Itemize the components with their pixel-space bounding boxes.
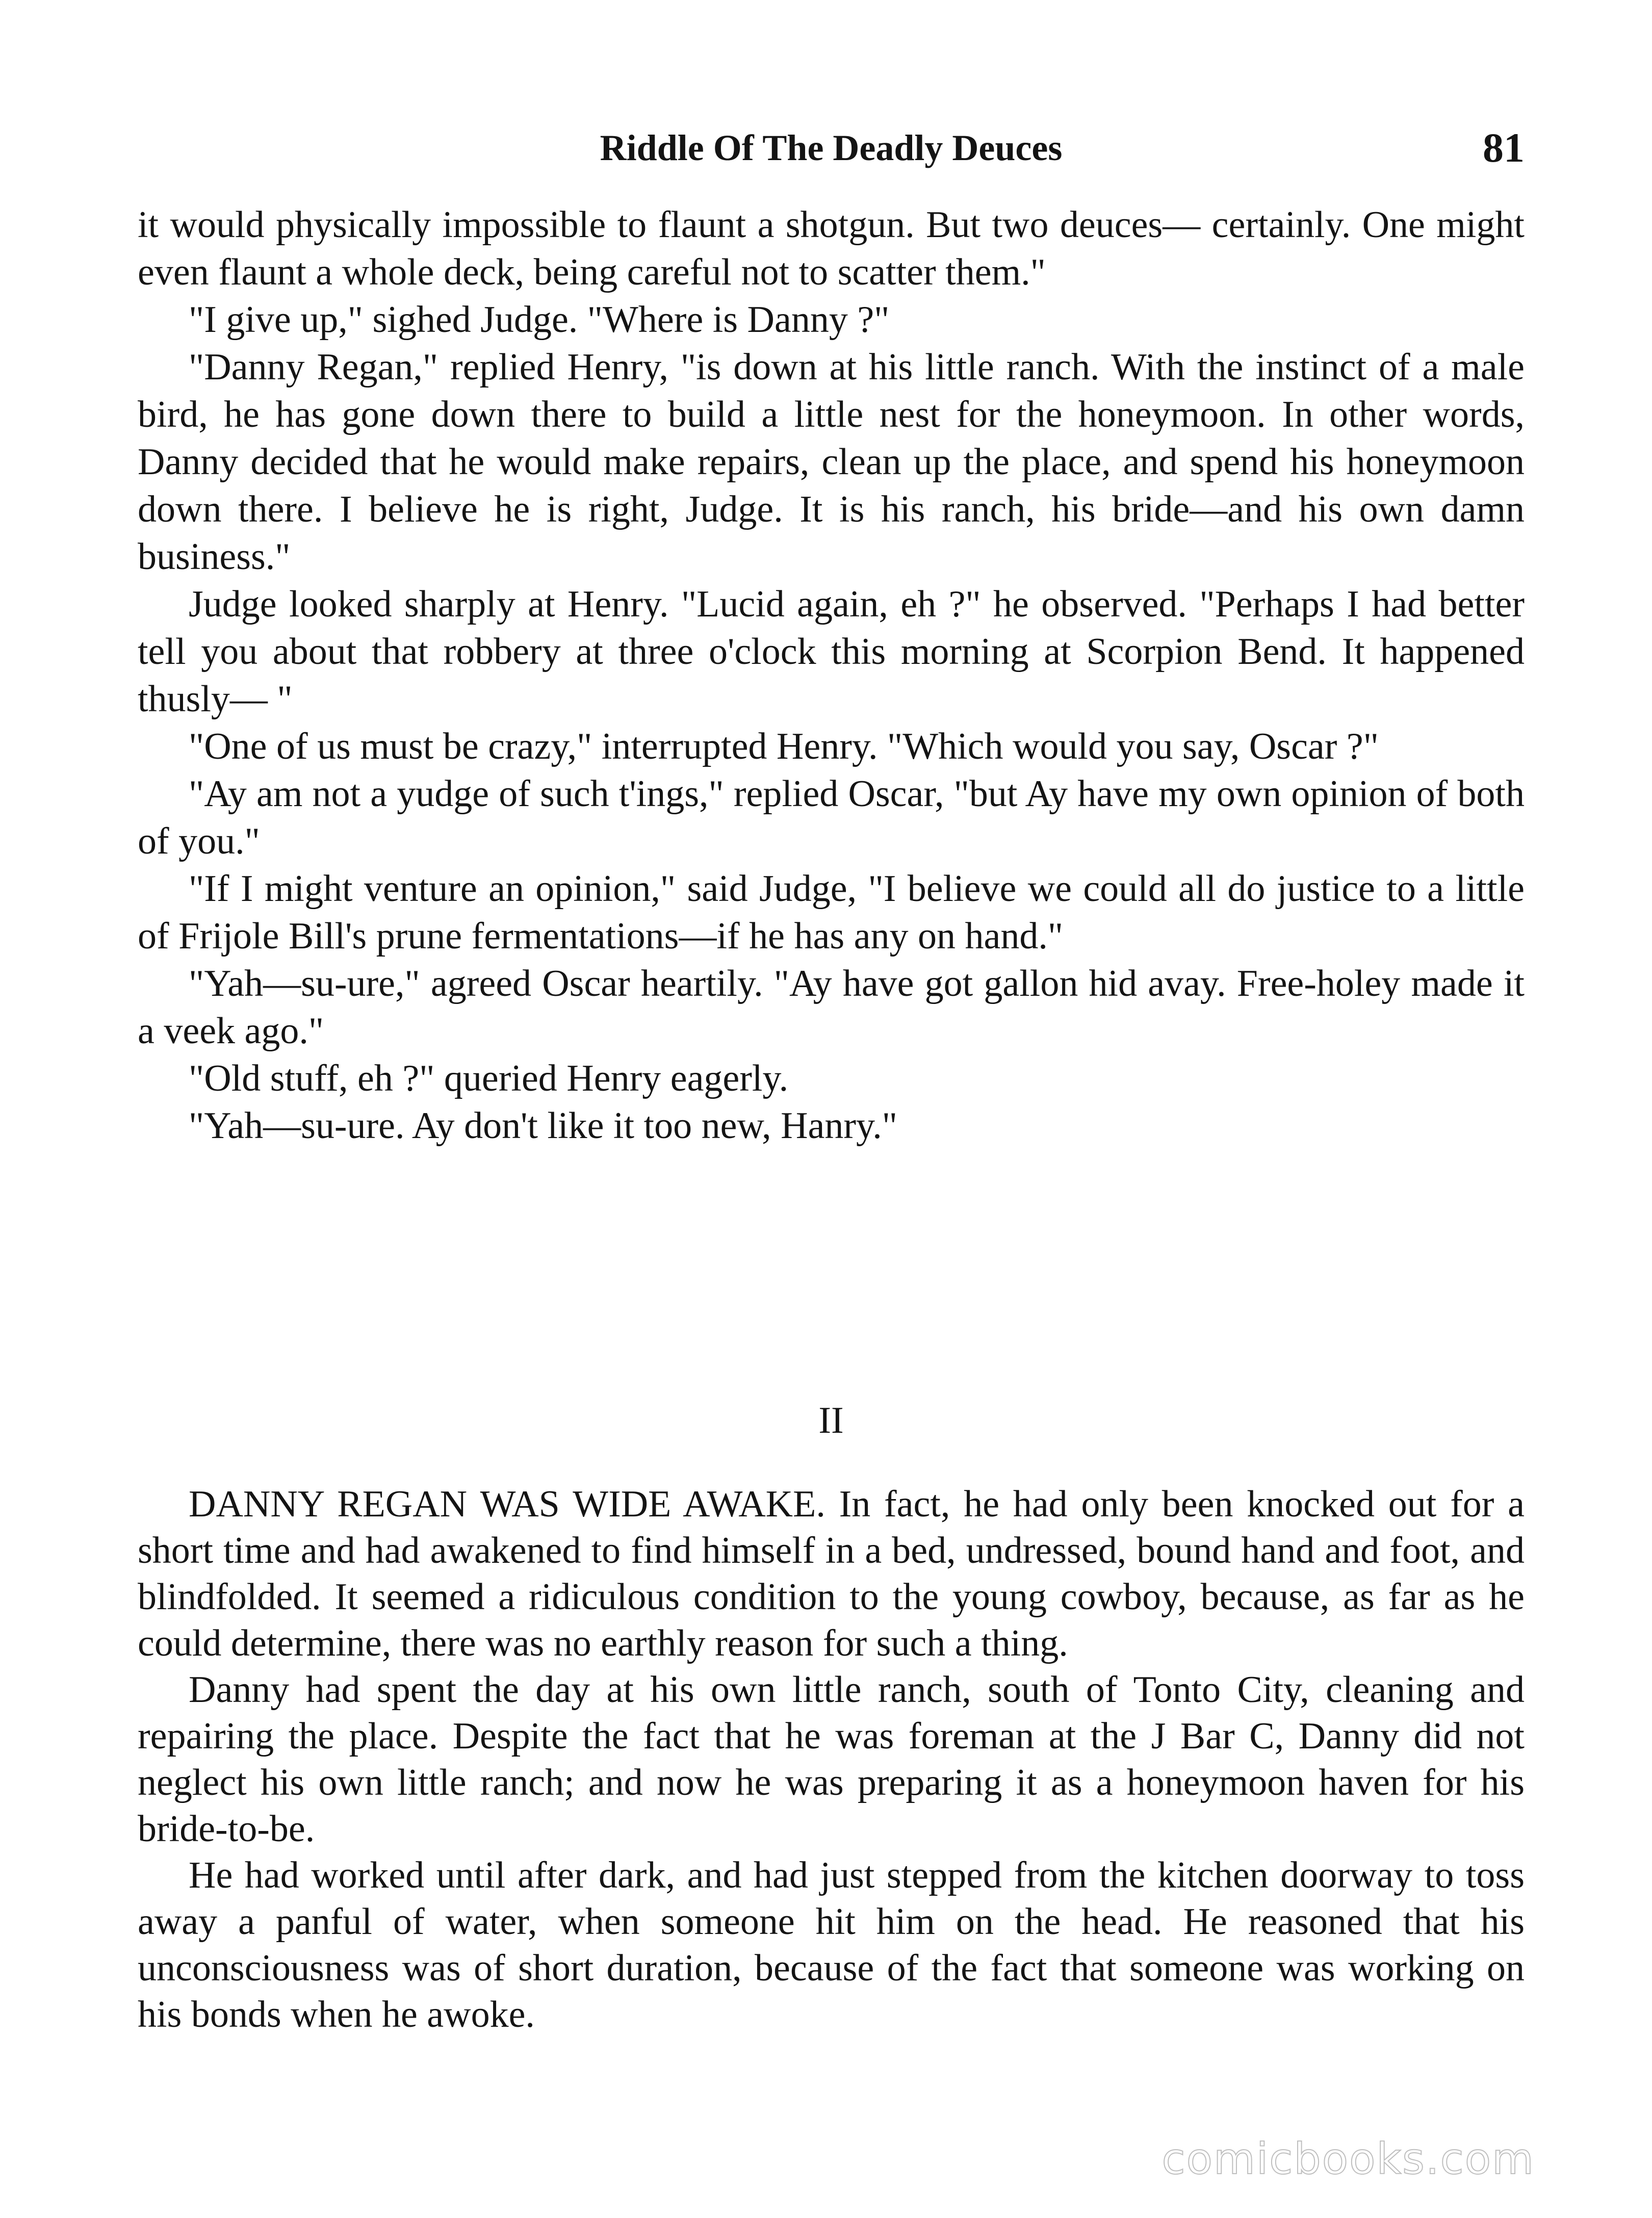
page-header (138, 117, 1525, 178)
page-number: 81 (1483, 124, 1525, 171)
paragraph: He had worked until after dark, and had just stepped from the kitchen doorway to toss away a panful of water, when someone hit him on the head. He reasoned that his unconsciousness was of short duration, because of the fact that someone was working on his bonds when he awoke. (138, 1854, 1525, 2035)
section-one-text (138, 201, 1525, 1150)
paragraph: "Danny Regan," replied Henry, "is down at his little ranch. With the instinct of a male bird, he has gone down there to build a little nest for the honeymoon. In other words, Danny decided that he would make repairs, clean up the place, and spend his honeymoon down there. I believe he is right, Judge. It is his ranch, his bride—and his own damn business." (138, 346, 1525, 578)
paragraph: Danny had spent the day at his own little ranch, south of Tonto City, cleaning and repairing the place. Despite the fact that he was foreman at the J Bar C, Danny did not neglect his own little ranch; and now he was preparing it as a honeymoon haven for his bride-to-be. (138, 1669, 1525, 1850)
section-two-text (138, 1481, 1525, 2038)
site-watermark: comicbooks.com (1161, 2134, 1535, 2184)
paragraph: "Old stuff, eh ?" queried Henry eagerly. (189, 1058, 789, 1099)
section-heading: II (818, 1400, 844, 1441)
paragraph: "If I might venture an opinion," said Judge, "I believe we could all do justice to a little of Frijole Bill's prune fermentations—if he has any on hand." (138, 868, 1525, 957)
paragraph: "Ay am not a yudge of such t'ings," replied Oscar, "but Ay have my own opinion of both of you." (138, 773, 1525, 862)
paragraph: DANNY REGAN WAS WIDE AWAKE. In fact, he had only been knocked out for a short time and had awakened to find himself in a bed, undressed, bound hand and foot, and blindfolded. It seemed a ridiculous condition to the young cowboy, because, as far as he could determine, there was no earthly reason for such a thing. (138, 1483, 1525, 1664)
running-title: Riddle Of The Deadly Deuces (600, 127, 1063, 168)
paragraph: it would physically impossible to flaunt a shotgun. But two deuces— certainly. One might even flaunt a whole deck, being careful not to scatter them." (138, 204, 1525, 293)
paragraph: "Yah—su-ure. Ay don't like it too new, Hanry." (189, 1105, 897, 1147)
paragraph: "I give up," sighed Judge. "Where is Danny ?" (189, 299, 890, 341)
paragraph: Judge looked sharply at Henry. "Lucid again, eh ?" he observed. "Perhaps I had better tell you about that robbery at three o'clock this morning at Scorpion Bend. It happened thusly— " (138, 583, 1525, 720)
paragraph: "Yah—su-ure," agreed Oscar heartily. "Ay have got gallon hid avay. Free-holey made it a veek ago." (138, 963, 1525, 1052)
paragraph: "One of us must be crazy," interrupted Henry. "Which would you say, Oscar ?" (189, 726, 1379, 767)
